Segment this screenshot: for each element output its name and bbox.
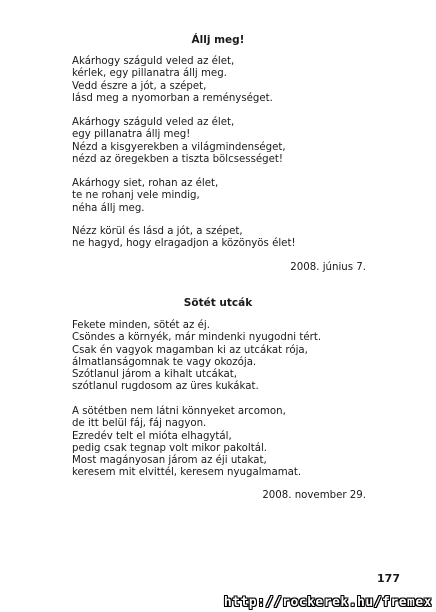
poem-line: Nézd a kisgyerekben a világmindenséget, <box>72 141 286 153</box>
poem-line: pedig csak tegnap volt mikor pakoltál. <box>72 442 268 454</box>
poem-line: Ezredév telt el mióta elhagytál, <box>72 430 232 442</box>
page-number: 177 <box>377 572 400 585</box>
poem-line: nézd az öregekben a tiszta bölcsességet! <box>72 153 283 165</box>
poem-line: keresem mit elvittél, keresem nyugalmamat. <box>72 467 302 479</box>
poem-line: te ne rohanj vele mindig, <box>72 190 200 202</box>
poem-line: néha állj meg. <box>72 202 145 214</box>
stanza <box>72 226 296 251</box>
stanza <box>72 320 321 394</box>
poem-line: Szótlanul járom a kihalt utcákat, <box>72 369 237 381</box>
poem-line: Akárhogy siet, rohan az élet, <box>72 178 219 189</box>
poem-line: Csöndes a környék, már mindenki nyugodni tért. <box>72 332 322 344</box>
watermark: http://rockerek.hu/fremex <box>223 595 432 610</box>
poem-line: ne hagyd, hogy elragadjon a közönyös élet! <box>72 238 296 250</box>
poem-title: Állj meg! <box>191 34 245 46</box>
poem-line: lásd meg a nyomorban a reménységet. <box>72 92 273 104</box>
poem-line: Akárhogy száguld veled az élet, <box>72 117 235 128</box>
poem-line: egy pillanatra állj meg! <box>72 129 191 141</box>
stanza <box>72 406 301 480</box>
poem-line: kérlek, egy pillanatra állj meg. <box>72 68 227 80</box>
stanza <box>72 56 273 105</box>
poem-line: de itt belül fáj, fáj nagyon. <box>72 418 207 430</box>
poem-line: Akárhogy száguld veled az élet, <box>72 56 235 67</box>
poem-line: Fekete minden, sötét az éj. <box>72 320 210 331</box>
poem-line: Most magányosan járom az éji utakat, <box>72 455 267 467</box>
poem-line: álmatlanságomnak te vagy okozója. <box>72 356 257 368</box>
poem-line: Nézz körül és lásd a jót, a szépet, <box>72 226 243 237</box>
poem-title: Sötét utcák <box>183 297 253 309</box>
stanza <box>72 178 218 215</box>
poem-line: szótlanul rugdosom az üres kukákat. <box>72 381 259 393</box>
poem-line: Csak én vagyok magamban ki az utcákat rója, <box>72 344 308 356</box>
stanza <box>72 117 286 166</box>
poem-line: Vedd észre a jót, a szépet, <box>72 80 207 92</box>
poem-date: 2008. június 7. <box>290 262 366 273</box>
poem-line: A sötétben nem látni könnyeket arcomon, <box>72 406 286 417</box>
poem-date: 2008. november 29. <box>262 490 366 501</box>
